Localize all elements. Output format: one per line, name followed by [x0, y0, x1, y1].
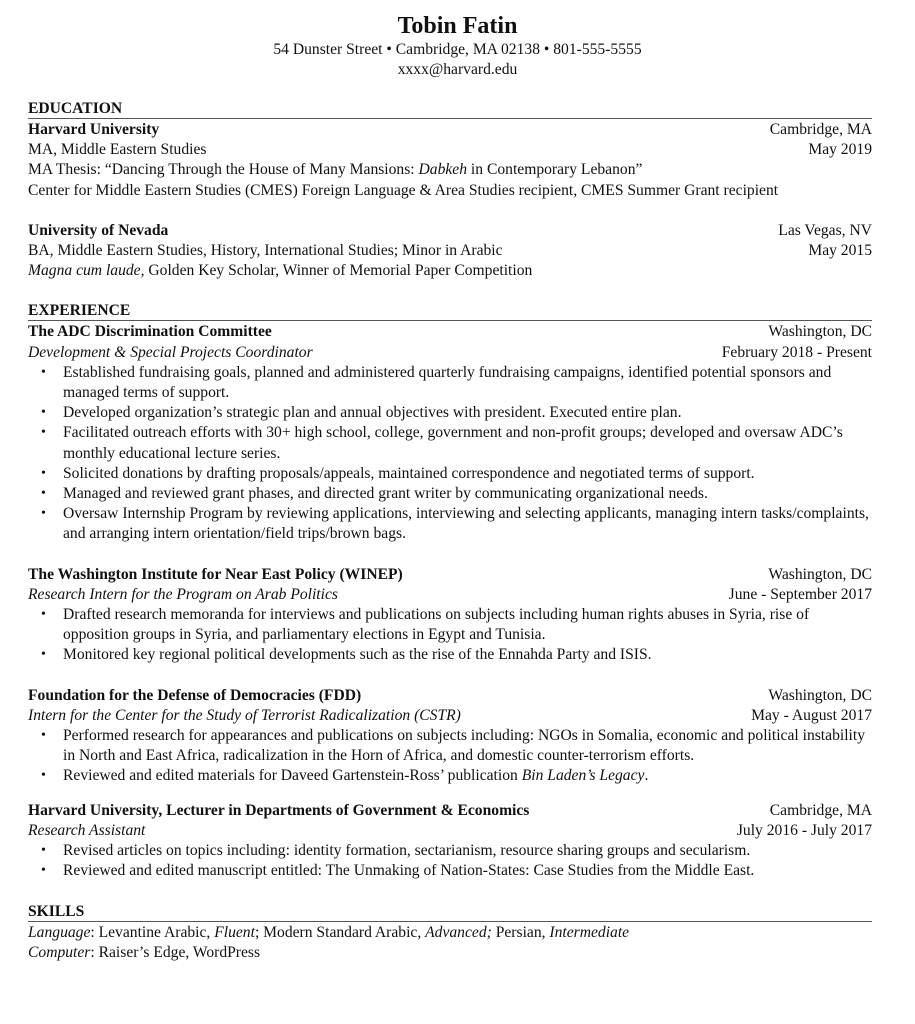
honors-line [28, 261, 872, 281]
job-title: Research Intern for the Program on Arab Politics [28, 585, 338, 603]
section-heading-skills: SKILLS [28, 902, 872, 922]
language-text: ; Modern Standard Arabic, [254, 923, 426, 941]
honors-italic: Magna cum laude, [28, 262, 145, 280]
bullet-item [41, 504, 872, 544]
organization-name: Harvard University, Lecturer in Departments of Government & Economics [28, 801, 530, 819]
language-skills [28, 923, 872, 943]
proficiency-level: Advanced; [425, 923, 492, 941]
experience-section [28, 301, 872, 881]
school-name: University of Nevada [28, 221, 169, 239]
bullet-icon: • [41, 405, 46, 421]
honors-line: Center for Middle Eastern Studies (CMES) Foreign Language & Area Studies recipient, CMES Summer Grant recipient [28, 181, 779, 199]
job-dates: July 2016 - July 2017 [736, 821, 872, 839]
organization-name: The ADC Discrimination Committee [28, 323, 272, 341]
proficiency-level: Intermediate [549, 923, 630, 941]
section-heading-education: EDUCATION [28, 99, 872, 119]
bullet-icon: • [41, 364, 46, 380]
bullet-item [41, 726, 872, 766]
bullet-text: Monitored key regional political developments such as the rise of the Ennahda Party and ISIS. [63, 646, 652, 664]
job-title: Research Assistant [28, 821, 146, 839]
thesis-prefix: MA Thesis: “Dancing Through the House of Many Mansions: [28, 161, 419, 179]
bullet-list [28, 726, 872, 787]
organization-name: Foundation for the Defense of Democracies (FDD) [28, 686, 362, 704]
bullet-text: Oversaw Internship Program by reviewing applications, interviewing and selecting applicants, managing intern tasks/complaints, and arranging intern orientation/field trips/brown bags. [63, 505, 869, 543]
bullet-item [41, 841, 872, 861]
bullet-item [41, 464, 872, 484]
publication-title: Bin Laden’s Legacy [521, 767, 645, 785]
thesis-italic: Dabkeh [418, 161, 468, 179]
bullet-text: Established fundraising goals, planned and administered quarterly fundraising campaigns, identified potential sponsors and managed terms of support. [63, 363, 832, 402]
bullet-text: Reviewed and edited manuscript entitled: The Unmaking of Nation-States: Case Studies from the Middle East. [63, 862, 755, 880]
bullet-text: Developed organization’s strategic plan and annual objectives with president. Executed entire plan. [63, 404, 682, 422]
bullet-icon: • [41, 863, 46, 879]
section-heading-experience: EXPERIENCE [28, 301, 872, 321]
language-label: Language [28, 923, 91, 941]
bullet-icon: • [41, 607, 46, 623]
computer-label: Computer [28, 943, 91, 961]
job-title: Intern for the Center for the Study of Terrorist Radicalization (CSTR) [28, 706, 461, 724]
bullet-list [28, 363, 872, 545]
job-location: Washington, DC [768, 323, 872, 341]
degree: MA, Middle Eastern Studies [28, 141, 207, 159]
proficiency-level: Fluent [214, 923, 255, 941]
education-section [28, 99, 872, 281]
school-location: Las Vegas, NV [778, 221, 872, 239]
bullet-icon: • [41, 506, 46, 522]
experience-entry [28, 801, 872, 882]
bullet-icon: • [41, 465, 46, 481]
graduation-date: May 2019 [808, 141, 872, 159]
bullet-icon: • [41, 768, 46, 784]
bullet-item [41, 861, 872, 881]
bullet-text: Facilitated outreach efforts with 30+ high school, college, government and non-profit groups; developed and oversaw ADC’s monthly educational lecture series. [63, 424, 843, 462]
degree: BA, Middle Eastern Studies, History, International Studies; Minor in Arabic [28, 242, 503, 260]
job-dates: February 2018 - Present [721, 343, 872, 361]
computer-skills [28, 943, 872, 963]
experience-entry [28, 322, 872, 544]
language-text: Persian, [491, 923, 550, 941]
bullet-item [41, 363, 872, 403]
bullet-item [41, 766, 872, 786]
computer-value: : Raiser’s Edge, WordPress [90, 943, 261, 961]
address-line: 54 Dunster Street • Cambridge, MA 02138 • 801-555-5555 [273, 41, 642, 58]
job-dates: May - August 2017 [751, 706, 872, 724]
experience-entry [28, 565, 872, 666]
school-location: Cambridge, MA [769, 121, 872, 138]
organization-name: The Washington Institute for Near East Policy (WINEP) [28, 565, 403, 583]
skills-section [28, 902, 872, 963]
job-location: Washington, DC [768, 565, 872, 583]
bullet-icon: • [41, 647, 46, 663]
bullet-text: Solicited donations by drafting proposals/appeals, maintained correspondence and negotiated terms of support. [63, 464, 755, 482]
bullet-item [41, 645, 872, 665]
honors-rest: Golden Key Scholar, Winner of Memorial Paper Competition [144, 262, 533, 280]
job-location: Washington, DC [768, 686, 872, 704]
school-name: Harvard University [28, 121, 160, 138]
bullet-list [28, 841, 872, 881]
job-title: Development & Special Projects Coordinator [28, 343, 313, 361]
bullet-item [41, 423, 872, 463]
bullet-text: Drafted research memoranda for interviews and publications on subjects including human rights abuses in Syria, rise of opposition groups in Syria, and parliamentary elections in Egypt and Tunisia. [63, 606, 810, 644]
graduation-date: May 2015 [808, 242, 872, 260]
bullet-text: Managed and reviewed grant phases, and directed grant writer by communicating organizational needs. [63, 485, 708, 503]
bullet-text: Reviewed and edited materials for Daveed Gartenstein-Ross’ publication [63, 767, 522, 785]
job-dates: June - September 2017 [728, 585, 872, 603]
thesis-line [28, 160, 872, 180]
bullet-icon: • [41, 843, 46, 859]
education-entry [28, 120, 872, 201]
resume-body [28, 99, 872, 963]
education-entry [28, 221, 872, 282]
bullet-text: Revised articles on topics including: identity formation, sectarianism, resource sharing groups and secularism. [63, 842, 751, 860]
resume-header [0, 0, 915, 80]
bullet-item [41, 484, 872, 504]
bullet-list [28, 605, 872, 666]
email-address: xxxx@harvard.edu [397, 61, 518, 78]
job-location: Cambridge, MA [769, 801, 872, 819]
language-text: : Levantine Arabic, [90, 923, 215, 941]
bullet-text: Performed research for appearances and publications on subjects including: NGOs in Somalia, economic and political instability in North and East Africa, radicalization in the Horn of Africa, and domestic counter-terrorism efforts. [63, 727, 865, 765]
bullet-text-end: . [644, 767, 649, 785]
thesis-suffix: in Contemporary Lebanon” [467, 161, 643, 179]
bullet-icon: • [41, 728, 46, 744]
bullet-icon: • [41, 425, 46, 441]
candidate-name: Tobin Fatin [397, 13, 518, 39]
bullet-item [41, 403, 872, 423]
bullet-icon: • [41, 486, 46, 502]
experience-entry [28, 686, 872, 787]
bullet-item [41, 605, 872, 645]
